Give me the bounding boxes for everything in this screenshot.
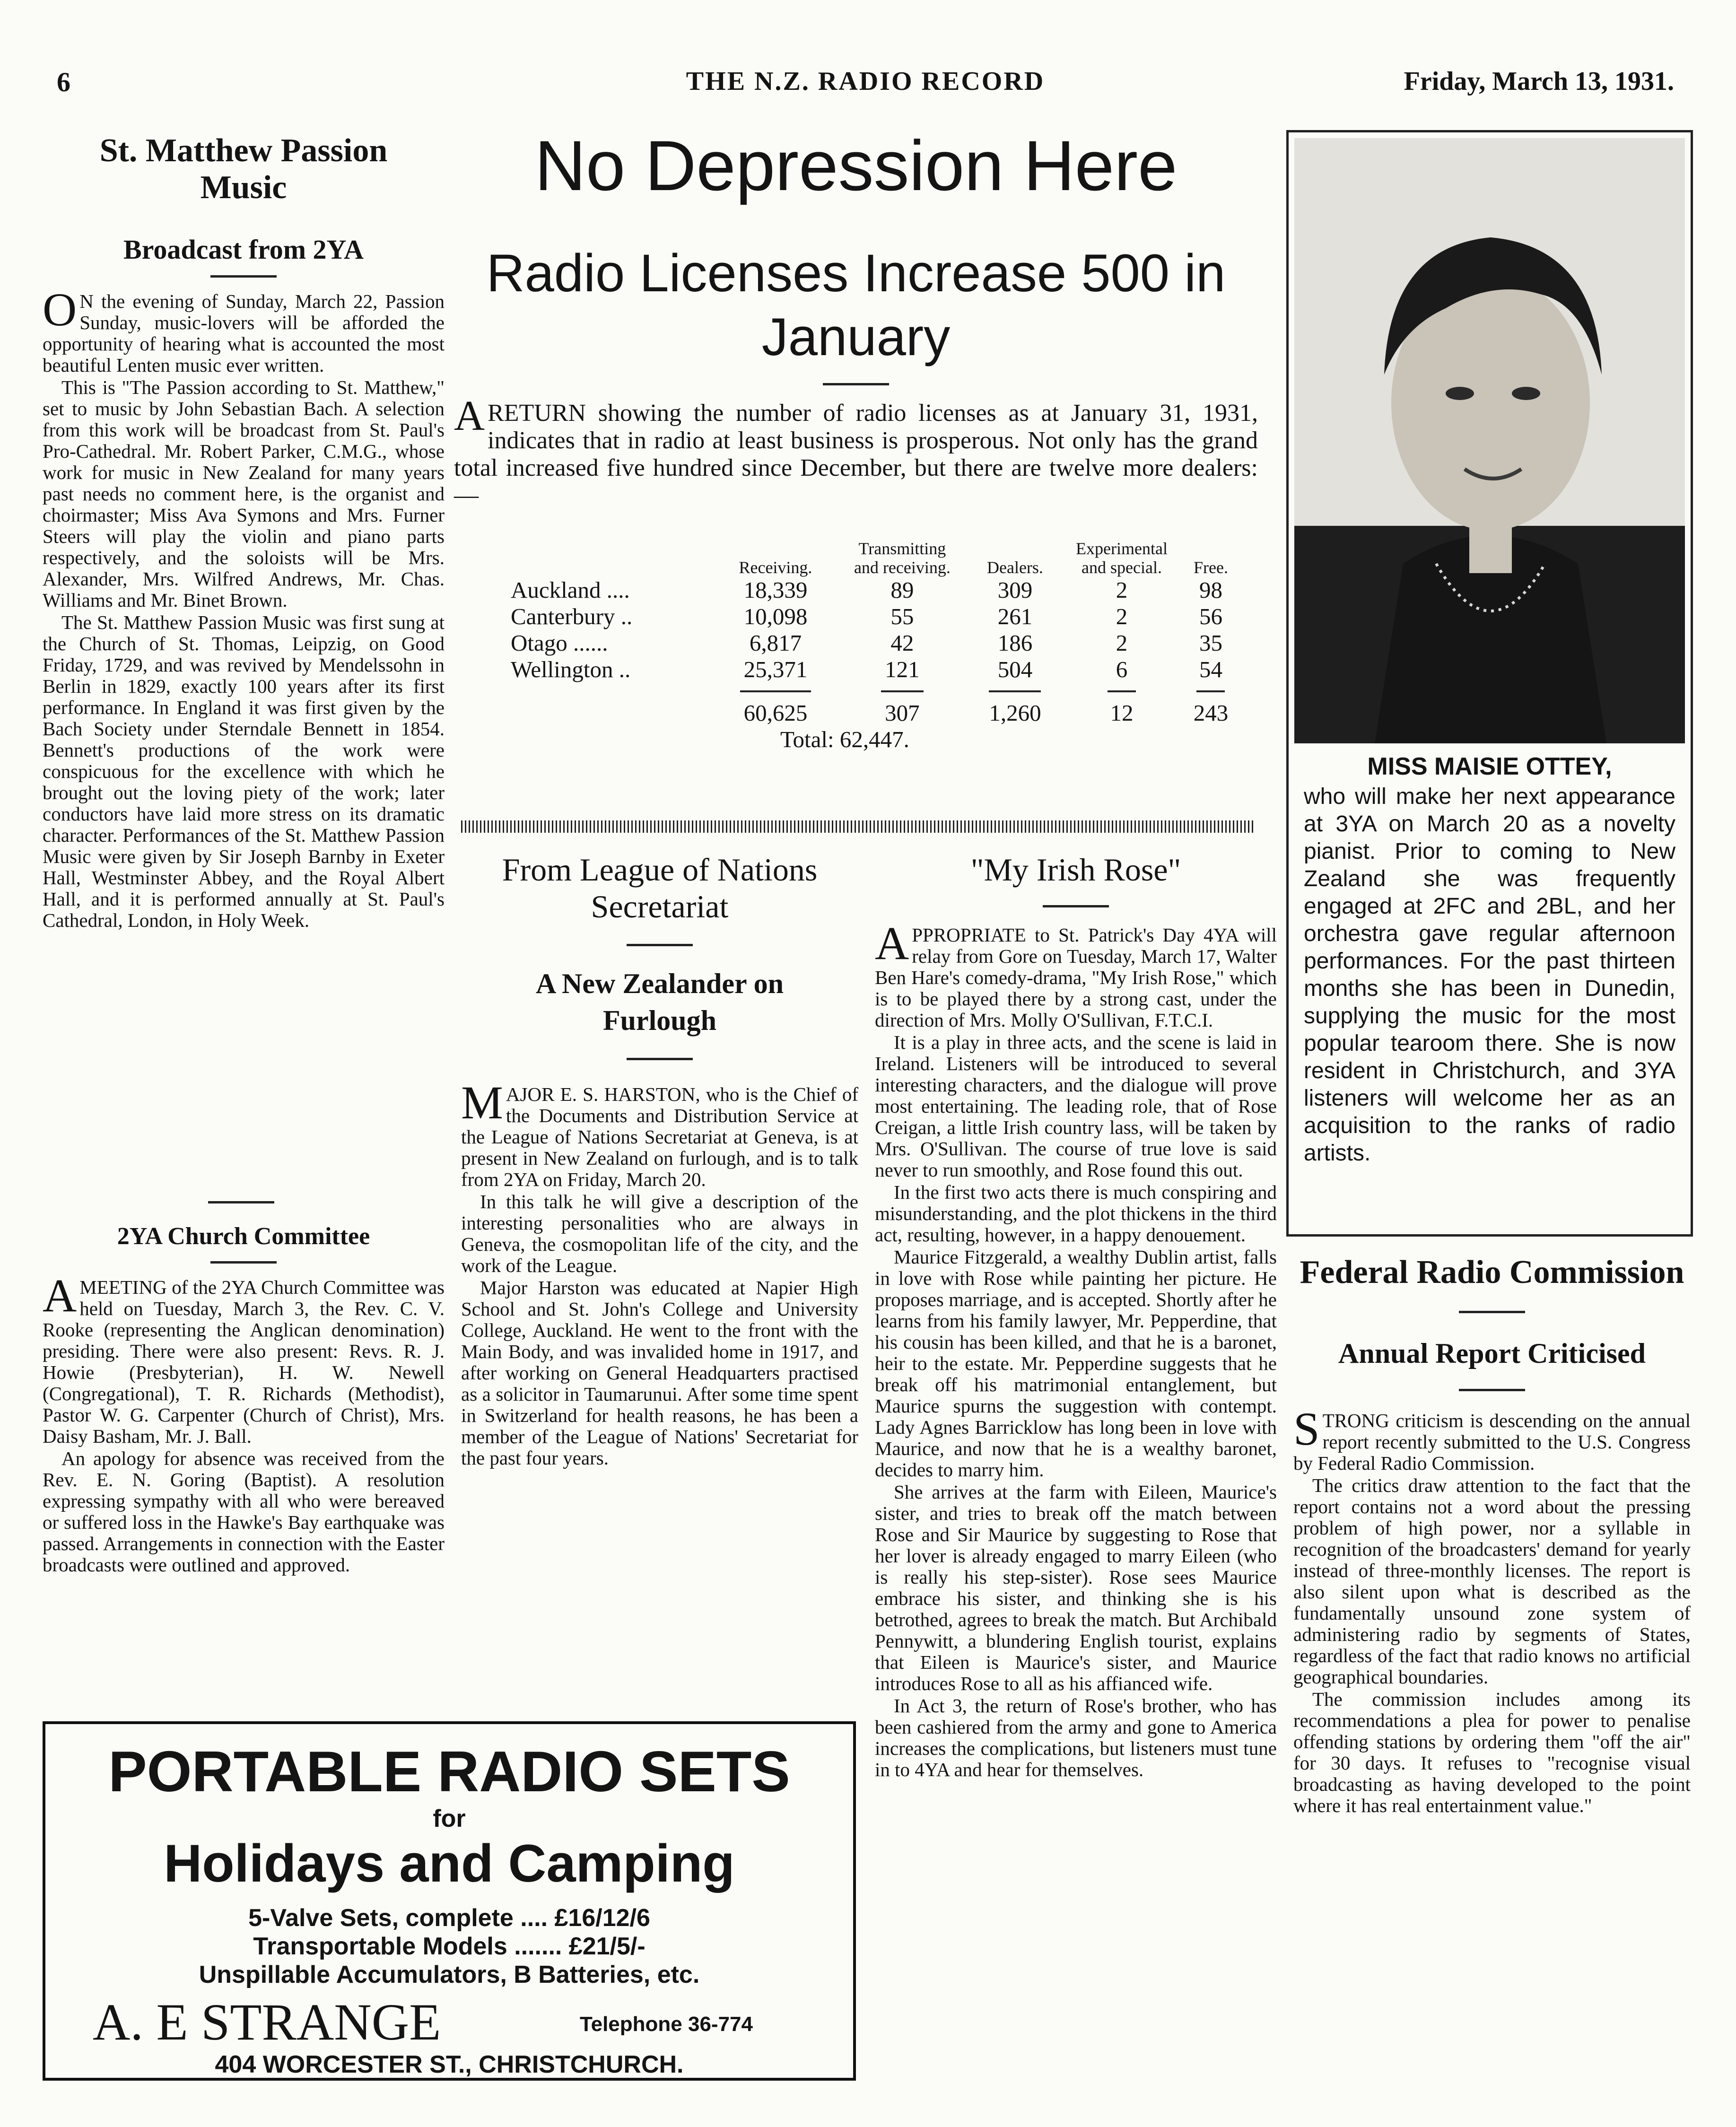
- region-name: Auckland: [511, 577, 601, 603]
- irish-rose-title: "My Irish Rose": [970, 852, 1181, 888]
- divider: [823, 383, 889, 385]
- paragraph: The critics draw attention to the fact that the report contains not a word about the pressing problem of high power, nor a syllable in recognition of the broadcasters' demand for yearly instead of three-monthly licenses. The report is also silent upon what is described as the fundamentally unsound zone system of administering radio by segments of States, regardless of the fact that radio knows no artificial geographical boundaries.: [1293, 1474, 1691, 1688]
- paragraph: In this talk he will give a description of the interesting personalities who are always in Geneva, the cosmopolitan life of the city, and the work of the League.: [461, 1191, 858, 1276]
- portrait-name: MISS MAISIE OTTEY,: [1367, 753, 1612, 780]
- paragraph: This is "The Passion according to St. Matthew," set to music by John Sebastian Bach. A selection from this work will be broadcast from St. Paul's Pro-Cathedral. Mr. Robert Parker, C.M.G., whose work for music in New Zealand for many years past needs no comment here, is the organist and choirmaster; Miss Ava Symons and Mrs. Furner Steers will play the violin and piano parts respectively, and the soloists will be Mrs. Alexander, Mrs. Wilfred Andrews, Mr. Chas. Williams and Mr. Binet Brown.: [43, 376, 445, 611]
- drop-cap: A: [454, 392, 485, 439]
- table-cell: 2: [1116, 577, 1128, 603]
- table-cell: 2: [1116, 603, 1128, 629]
- ad-telephone: Telephone 36-774: [580, 2013, 753, 2036]
- licenses-intro: ARETURN showing the number of radio licenses as at January 31, 1931, indicates that in radio at least business is prosperous. Not only has the grand total increased five hundred since December, but there are twelve more dealers:—: [454, 392, 1258, 509]
- divider: [210, 275, 277, 278]
- paragraph: Major Harston was educated at Napier High School and St. John's College and University College, Auckland. He went to the front with the Main Body, and was invalided home in 1917, and after working on General Headquarters practised as a solicitor in Taumarunui. After some time spent in Switzerland for health reasons, he has been a member of the League of Nations' Secretariat for the past four years.: [461, 1277, 858, 1469]
- paragraph: The St. Matthew Passion Music was first sung at the Church of St. Thomas, Leipzig, on Good Friday, 1729, and was revived by Mendelssohn in Berlin in 1829, exactly 100 years after its first performance. In England it was first given by the Bach Society under Sterndale Bennett in 1854. Bennett's productions of the work were conspicuous for the excellence with which he brought out the loving piety of the work; later conductors have laid more stress on its dramatic character. Performances of the St. Matthew Passion Music were given by Sir Joseph Barnby in Exeter Hall, Westminster Abbey, and the Royal Albert Hall, and it is performed annually at St. Paul's Cathedral, London, in Holy Week.: [43, 611, 445, 931]
- table-cell: 10,098: [743, 603, 808, 629]
- federal-article: [1293, 1253, 1691, 1817]
- table-row: Canterbury .. 10,098 55 261 2 56: [511, 603, 1248, 630]
- paragraph: STRONG criticism is descending on the annual report recently submitted to the U.S. Congress by Federal Radio Commission.: [1293, 1403, 1691, 1474]
- section-separator: [461, 820, 1256, 833]
- caption-text: who will make her next appearance at 3YA on March 20 as a novelty pianist. Prior to coming to New Zealand she was frequently engaged at 2FC and 2BL, and her orchestra gave regular afternoon performances. For the past thirteen months she has been in Dunedin, supplying the music for the most popular tearoom there. She is now resident in Christchurch, and 3YA listeners will welcome her as an acquisition to the ranks of radio artists.: [1304, 784, 1675, 1166]
- grand-total: Total: 62,447.: [780, 726, 909, 752]
- league-title: From League of Nations Secretariat: [502, 852, 818, 924]
- column-header: Free.: [1193, 558, 1228, 577]
- paragraph: Maurice Fitzgerald, a wealthy Dublin artist, falls in love with Rose while painting her picture. He proposes marriage, and is accepted. Shortly after he learns from his family lawyer, Mr. Pepperdine, that his cousin has been killed, and that he is a baronet, heir to the estate. Mr. Pepperdine suggests that he break off his matrimonial entanglement, but Maurice spurns the suggestion with contempt. Lady Agnes Barricklow has long been in love with Maurice, and now that he is a wealthy baronet, decides to marry him.: [875, 1246, 1277, 1481]
- table-cell: 25,371: [743, 656, 808, 682]
- matthew-article: [43, 132, 445, 932]
- region-name: Wellington: [511, 656, 613, 682]
- licenses-subtitle: Radio Licenses Increase 500 in January: [486, 244, 1226, 366]
- table-row: Wellington .. 25,371 121 504 6 54: [511, 656, 1248, 683]
- region-name: Otago: [511, 630, 567, 656]
- drop-cap: A: [43, 1269, 77, 1322]
- table-cell: 309: [997, 577, 1033, 603]
- paragraph: The commission includes among its recommendations a plea for power to penalise offending stations by ordering them "off the air" for 30 days. It refuses to "recognise visual broadcasting as having developed to the point where it has real entertainment value.": [1293, 1688, 1691, 1816]
- drop-cap: S: [1293, 1403, 1320, 1455]
- league-article: [461, 851, 858, 1470]
- column-header: Transmitting and receiving.: [854, 539, 951, 577]
- paragraph: AMEETING of the 2YA Church Committee was held on Tuesday, March 3, the Rev. C. V. Rooke (representing the Anglican denomination) presiding. There were also present: Revs. R. J. Howie (Presbyterian), H. W. Newell (Congregational), T. R. Richards (Methodist), Pastor W. G. Carpenter (Church of Christ), Mrs. Daisy Basham, Mr. J. Ball.: [43, 1269, 445, 1447]
- licenses-table: [511, 539, 1253, 753]
- totals-row: [511, 700, 1248, 726]
- paragraph: O N the evening of Sunday, March 22, Passion Sunday, music-lovers will be afforded the opportunity of hearing what is accounted the most beautiful Lenten music ever written.: [43, 283, 445, 376]
- table-cell: 6: [1116, 656, 1128, 682]
- ad-item: Unspillable Accumulators, B Batteries, etc.: [199, 1961, 700, 1988]
- drop-cap: A: [875, 917, 909, 969]
- table-cell: 89: [890, 577, 914, 603]
- divider: [627, 944, 693, 946]
- church-title: 2YA Church Committee: [117, 1223, 370, 1250]
- ad-company: A. E STRANGE: [93, 1993, 441, 2051]
- ad-subheadline: Holidays and Camping: [164, 1834, 735, 1893]
- divider: [1043, 905, 1109, 907]
- issue-date: Friday, March 13, 1931.: [1404, 67, 1674, 96]
- portrait-photo: [1294, 138, 1685, 743]
- ad-item: Transportable Models ....... £21/5/-: [253, 1933, 646, 1960]
- table-cell: 35: [1199, 630, 1222, 656]
- column-header: Dealers.: [986, 558, 1043, 577]
- masthead: [57, 66, 1674, 109]
- drop-cap: O: [43, 283, 77, 336]
- licenses-article: [454, 128, 1258, 509]
- total-cell: 60,625: [743, 700, 808, 726]
- drop-cap: M: [461, 1076, 503, 1129]
- table-cell: 6,817: [749, 630, 802, 656]
- total-cell: 12: [1110, 700, 1134, 726]
- paragraph: MAJOR E. S. HARSTON, who is the Chief of the Documents and Distribution Service at the League of Nations Secretariat at Geneva, is at present in New Zealand on furlough, and is to talk from 2YA on Friday, March 20.: [461, 1076, 858, 1190]
- league-subtitle: A New Zealander on Furlough: [536, 968, 784, 1036]
- table-cell: 54: [1199, 656, 1222, 682]
- column-header: Receiving.: [739, 558, 812, 577]
- divider: [1459, 1311, 1525, 1313]
- divider: [627, 1058, 693, 1060]
- matthew-title: St. Matthew Passion Music: [99, 132, 388, 206]
- ad-for: for: [433, 1805, 466, 1832]
- table-cell: 18,339: [743, 577, 808, 603]
- federal-title: Federal Radio Commission: [1300, 1254, 1684, 1290]
- paragraph: It is a play in three acts, and the scene is laid in Ireland. Listeners will be introduced to several interesting characters, and the dialogue will prove most entertaining. The leading role, that of Rose Creigan, a little Irish country lass, will be taken by Mrs. O'Sullivan. The course of true love is said never to run smoothly, and Rose found this out.: [875, 1031, 1277, 1181]
- church-article: [43, 1222, 445, 1577]
- publication-title: THE N.Z. RADIO RECORD: [686, 67, 1045, 96]
- paragraph: She arrives at the farm with Eileen, Maurice's sister, and tries to break off the match between Rose and Sir Maurice by suggesting to Rose that her lover is already engaged to marry Eileen (who is really his step-sister). Rose sees Maurice embrace his sister, and thinking she is his betrothed, agrees to break the match. But Archibald Pennywitt, a blundering English tourist, explains that Eileen is Maurice's sister, and Maurice introduces Rose to all as his affianced wife.: [875, 1481, 1277, 1694]
- federal-subtitle: Annual Report Criticised: [1338, 1338, 1646, 1369]
- paragraph: In Act 3, the return of Rose's brother, who has been cashiered from the army and gone to America increases the complications, but listeners must tune in to 4YA and hear for themselves.: [875, 1695, 1277, 1780]
- licenses-title: No Depression Here: [534, 126, 1178, 205]
- ad-address: 404 WORCESTER ST., CHRISTCHURCH.: [215, 2051, 684, 2078]
- total-cell: 243: [1193, 700, 1229, 726]
- ad-item: 5-Valve Sets, complete .... £16/12/6: [248, 1904, 650, 1932]
- paragraph: APPROPRIATE to St. Patrick's Day 4YA will relay from Gore on Tuesday, March 17, Walter Ben Hare's comedy-drama, "My Irish Rose," which is to be played there by a strong cast, under the direction of Mrs. Molly O'Sullivan, F.T.C.I.: [875, 917, 1277, 1031]
- paragraph: An apology for absence was received from the Rev. E. N. Goring (Baptist). A resolution expressing sympathy with all who were bereaved or suffered loss in the Hawke's Bay earthquake was passed. Arrangements in connection with the Easter broadcasts were outlined and approved.: [43, 1447, 445, 1576]
- matthew-subtitle: Broadcast from 2YA: [123, 234, 364, 265]
- table-cell: 504: [997, 656, 1033, 682]
- paragraph: In the first two acts there is much conspiring and misunderstanding, and the plot thickens in the third act, resulting, however, in a happy denouement.: [875, 1181, 1277, 1246]
- divider: [1459, 1389, 1525, 1391]
- table-cell: 121: [885, 656, 920, 682]
- table-cell: 56: [1199, 603, 1222, 629]
- table-row: Auckland .... 18,339 89 309 2 98: [511, 577, 1248, 603]
- total-cell: 1,260: [989, 700, 1041, 726]
- irish-rose-article: [875, 851, 1277, 1781]
- region-name: Canterbury: [511, 603, 615, 629]
- portrait-box: [1286, 130, 1693, 1237]
- table-cell: 186: [997, 630, 1033, 656]
- column-header: Experimental and special.: [1076, 539, 1168, 577]
- table-cell: 261: [997, 603, 1033, 629]
- ad-headline: PORTABLE RADIO SETS: [108, 1739, 790, 1804]
- table-cell: 42: [890, 630, 914, 656]
- portrait-caption: [1294, 783, 1685, 1167]
- table-cell: 98: [1199, 577, 1222, 603]
- divider: [208, 1201, 274, 1203]
- table-cell: 2: [1116, 630, 1128, 656]
- page-number: 6: [57, 67, 70, 97]
- total-cell: 307: [885, 700, 920, 726]
- table-cell: 55: [890, 603, 914, 629]
- divider: [210, 1261, 277, 1264]
- advertisement: [43, 1721, 856, 2081]
- table-row: Otago ...... 6,817 42 186 2 35: [511, 630, 1248, 656]
